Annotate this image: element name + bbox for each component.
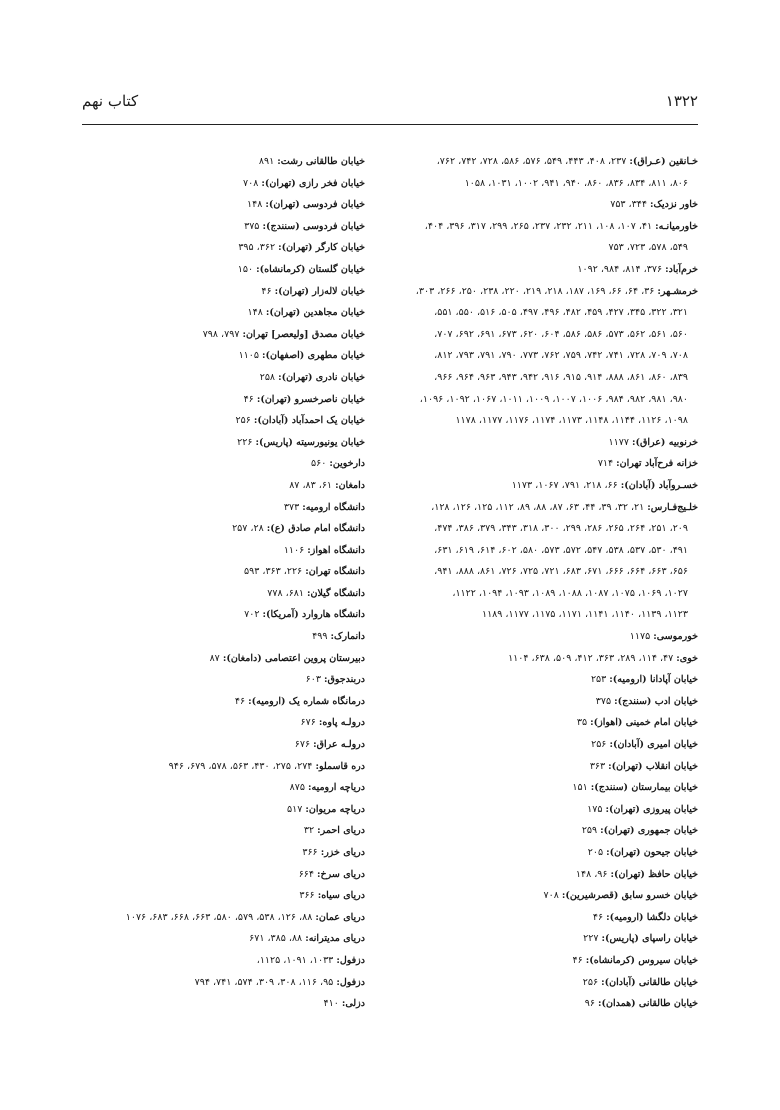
- index-entry: [398, 281, 698, 303]
- index-term: خیابان راسپای (پاریس):: [601, 933, 698, 945]
- index-pages: ۳۷۵: [244, 220, 263, 232]
- index-entry: [80, 518, 365, 540]
- index-pages: ۲۱، ۳۲، ۳۹، ۴۴، ۶۳، ۸۷، ۸۸، ۸۹، ۱۱۲، ۱۲۵، ۱۲۶، ۱۲۸،: [431, 501, 648, 513]
- index-entry: [80, 497, 365, 519]
- index-entry: [80, 281, 365, 303]
- index-term: خیابان لاله‌زار (تهران):: [274, 285, 365, 297]
- index-term: دریای خزر:: [320, 847, 365, 858]
- index-term: خیابان مصدق [ولیعصر] تهران:: [242, 328, 365, 340]
- index-column-right: [398, 151, 698, 1015]
- index-pages: ۲۲۶: [237, 436, 256, 448]
- index-entry: [80, 345, 365, 367]
- index-entry: [80, 691, 365, 713]
- index-entry: [80, 475, 365, 497]
- index-term: دانشگاه گیلان:: [307, 587, 365, 599]
- index-pages: ۴۹۱، ۵۳۰، ۵۳۷، ۵۳۸، ۵۴۷، ۵۷۲، ۵۷۳، ۵۸۰، ۶۰۲، ۶۱۴، ۶۱۹، ۶۳۱،: [434, 544, 688, 556]
- index-pages: ۲۵۸: [259, 371, 279, 383]
- index-term: دریاچه ارومیه:: [308, 782, 365, 794]
- index-entry: [80, 151, 365, 173]
- index-pages: ۲۵۶: [235, 415, 254, 427]
- index-term: دریای مدیترانه:: [305, 933, 365, 945]
- index-entry: [398, 151, 698, 173]
- index-pages: ۸۸، ۱۲۶، ۵۳۸، ۵۷۹، ۵۸۰، ۶۶۳، ۶۶۸، ۶۸۳، ۱۰۷۶: [125, 911, 316, 923]
- index-entry: [80, 583, 365, 605]
- index-term: دانشگاه تهران:: [305, 566, 365, 578]
- index-entry-continuation: [398, 604, 698, 626]
- index-entry: [80, 561, 365, 583]
- index-pages: ۴۶: [592, 911, 607, 923]
- index-pages: ۱۱۷۷: [608, 436, 632, 448]
- index-term: خورموسی:: [653, 631, 698, 643]
- index-entry: [80, 669, 365, 691]
- index-pages: ۴۷، ۱۱۴، ۲۸۹، ۳۶۳، ۴۱۲، ۵۰۹، ۶۳۸، ۱۱۰۴: [508, 652, 677, 664]
- index-term: دانشگاه هاروارد (آمریکا):: [262, 609, 365, 621]
- index-term: خیابان ناصرخسرو (تهران):: [256, 393, 365, 405]
- index-term: خیابان سیروس (کرمانشاه):: [585, 954, 698, 966]
- index-entry: [398, 216, 698, 238]
- index-entry: [80, 907, 365, 929]
- index-entry: [398, 820, 698, 842]
- index-pages: ۸۸، ۳۸۵، ۶۷۱: [249, 933, 306, 945]
- index-pages: ۷۰۸، ۷۰۹، ۷۲۸، ۷۴۱، ۷۴۲، ۷۵۹، ۷۶۲، ۷۷۳، ۷۹۰، ۷۹۱، ۷۹۳، ۸۱۲،: [434, 350, 688, 362]
- page-header: [82, 92, 698, 116]
- index-entry-continuation: [398, 561, 698, 583]
- index-entry: [80, 972, 365, 994]
- index-term: خلـیج‌فـارس:: [647, 501, 698, 513]
- index-entry: [80, 367, 365, 389]
- index-term: خرنوبیه (عراق):: [632, 436, 698, 448]
- index-pages: ۷۹۷، ۷۹۸: [202, 328, 243, 340]
- index-pages: ۱۰۹۸، ۱۱۲۶، ۱۱۴۴، ۱۱۴۸، ۱۱۷۳، ۱۱۷۴، ۱۱۷۶، ۱۱۷۷، ۱۱۷۸: [455, 415, 688, 427]
- index-term: خیابان مجاهدین (تهران):: [265, 307, 365, 319]
- index-pages: ۱۰۲۷، ۱۰۶۹، ۱۰۷۵، ۱۰۸۷، ۱۰۸۸، ۱۰۸۹، ۱۰۹۳، ۱۰۹۴، ۱۱۲۲،: [452, 587, 688, 599]
- index-pages: ۳۷۳: [283, 501, 303, 513]
- index-term: خسـروآباد (آبادان):: [620, 479, 698, 491]
- index-term: خیابان جیحون (تهران):: [606, 847, 698, 858]
- index-entry: [398, 972, 698, 994]
- index-term: دزفول:: [336, 954, 365, 966]
- index-pages: ۲۳۷، ۴۰۸، ۴۴۳، ۵۴۹، ۵۷۶، ۵۸۶، ۷۲۸، ۷۴۲، ۷۶۲،: [436, 156, 630, 167]
- index-entry: [398, 648, 698, 670]
- index-pages: ۸۹۱: [258, 156, 278, 167]
- index-pages: ۱۵۰: [237, 263, 257, 275]
- index-pages: ۱۱۷۵: [629, 631, 654, 643]
- index-entry: [80, 799, 365, 821]
- index-pages: ۱۴۸: [247, 199, 266, 211]
- index-entry: [398, 907, 698, 929]
- index-term: خزانه فرح‌آباد تهران:: [616, 458, 698, 470]
- index-entry-continuation: [398, 410, 698, 432]
- index-pages: ۳۶۲، ۳۹۵: [238, 242, 279, 254]
- index-entry: [398, 864, 698, 886]
- index-term: درولـه عراق:: [313, 739, 365, 751]
- index-pages: ۲۵۳: [590, 674, 610, 686]
- index-entry: [80, 885, 365, 907]
- index-pages: ۵۴۹، ۵۷۸، ۷۲۳، ۷۵۳: [608, 242, 688, 254]
- index-pages: ۶۰۳: [305, 674, 325, 686]
- index-term: خیابان آپادانا (ارومیه):: [609, 674, 698, 686]
- index-entry: [80, 389, 365, 411]
- index-entry: [80, 259, 365, 281]
- index-pages: ۴۶: [243, 393, 257, 405]
- index-term: دریای سیاه:: [317, 890, 365, 902]
- index-term: خیابان ادب (سنندج):: [614, 695, 698, 707]
- index-entry-continuation: [398, 345, 698, 367]
- index-pages: ۱۱۰۶: [283, 544, 308, 556]
- index-term: خـانقین (عـراق):: [629, 156, 698, 167]
- index-pages: ۹۶، ۱۴۸: [575, 868, 611, 880]
- index-term: خاورمیانـه:: [655, 220, 698, 232]
- index-pages: ۳۲: [303, 825, 318, 837]
- index-term: خیابان گلستان (کرمانشاه):: [256, 263, 365, 275]
- index-entry: [398, 432, 698, 454]
- index-pages: ۶۶، ۲۱۸، ۷۹۱، ۱۰۶۷، ۱۱۷۳: [511, 479, 621, 491]
- index-entry: [398, 626, 698, 648]
- index-term: خیابان فردوسی (تهران):: [265, 199, 365, 211]
- index-pages: ۸۷: [209, 652, 223, 664]
- index-pages: ۱۱۲۳، ۱۱۳۹، ۱۱۴۰، ۱۱۴۱، ۱۱۷۱، ۱۱۷۵، ۱۱۷۷، ۱۱۸۹: [481, 609, 688, 621]
- index-entry: [398, 194, 698, 216]
- index-pages: ۲۲۶، ۳۶۳، ۵۹۳: [244, 566, 306, 578]
- index-pages: ۵۶۰، ۵۶۱، ۵۶۲، ۵۷۳، ۵۸۶، ۵۸۶، ۶۰۴، ۶۲۰، ۶۷۳، ۶۹۱، ۶۹۲، ۷۰۷،: [434, 328, 688, 340]
- index-pages: ۲۷۴، ۲۷۵، ۴۳۰، ۵۶۳، ۵۷۸، ۶۷۹، ۹۴۶: [168, 760, 316, 772]
- index-term: دریای احمر:: [317, 825, 365, 837]
- index-pages: ۲۰۵: [587, 847, 607, 858]
- index-term: درمانگاه شماره یک (ارومیه):: [248, 695, 365, 707]
- index-entry: [80, 928, 365, 950]
- index-pages: ۹۸۰، ۹۸۱، ۹۸۲، ۹۸۴، ۱۰۰۶، ۱۰۰۷، ۱۰۰۹، ۱۰۱۱، ۱۰۶۷، ۱۰۹۲، ۱۰۹۶،: [419, 393, 688, 405]
- index-entry: [398, 497, 698, 519]
- index-term: خیابان نادری (تهران):: [278, 371, 365, 383]
- index-entry: [80, 324, 365, 346]
- index-term: خیابان پیروزی (تهران):: [605, 803, 698, 815]
- index-pages: ۶۵۶، ۶۶۳، ۶۶۴، ۶۶۶، ۶۷۱، ۶۸۳، ۷۲۱، ۷۲۵، ۷۲۶، ۸۶۱، ۸۸۸، ۹۴۱،: [434, 566, 688, 578]
- index-pages: ۳۵: [576, 717, 591, 729]
- index-pages: ۶۶۴: [298, 868, 318, 880]
- index-entry: [398, 453, 698, 475]
- index-pages: ۱۴۸: [247, 307, 266, 319]
- index-entry: [80, 173, 365, 195]
- index-pages: ۸۷۵: [289, 782, 308, 794]
- index-term: دریای عمان:: [315, 911, 365, 923]
- index-term: خیابان حافظ (تهران):: [610, 868, 698, 880]
- index-term: خیابان مطهری (اصفهان):: [262, 350, 365, 362]
- index-entry: [398, 885, 698, 907]
- index-term: خوی:: [676, 652, 698, 664]
- index-entry: [80, 626, 365, 648]
- index-entry: [80, 842, 365, 864]
- index-entry-continuation: [398, 302, 698, 324]
- index-term: دزلی:: [341, 998, 365, 1010]
- index-entry: [80, 453, 365, 475]
- index-pages: ۷۱۴: [597, 458, 617, 470]
- index-pages: ۷۰۸: [243, 177, 262, 189]
- index-pages: ۲۵۶: [591, 739, 610, 751]
- index-pages: ۳۷۶، ۸۱۴، ۹۸۴، ۱۰۹۲: [577, 263, 666, 275]
- index-term: خیابان دلگشا (ارومیه):: [606, 911, 698, 923]
- index-term: دزفول:: [336, 976, 365, 988]
- index-entry: [80, 216, 365, 238]
- index-term: خیابان امام خمینی (اهواز):: [590, 717, 698, 729]
- index-entry-continuation: [398, 389, 698, 411]
- book-title: کتاب نهم: [82, 92, 139, 110]
- index-entry: [80, 194, 365, 216]
- index-term: خیابان فردوسی (سنندج):: [262, 220, 365, 232]
- index-entry: [80, 410, 365, 432]
- index-term: دانشگاه امام صادق (ع):: [266, 523, 365, 535]
- index-entry: [80, 302, 365, 324]
- index-entry: [80, 756, 365, 778]
- index-entry: [80, 864, 365, 886]
- index-entry: [80, 734, 365, 756]
- index-term: خیابان طالقانی (آبادان):: [601, 976, 698, 988]
- index-term: خیابان خسرو سابق (قصرشیرین):: [561, 890, 698, 902]
- index-term: دارخوین:: [329, 458, 365, 470]
- index-term: دریاچه مریوان:: [305, 803, 365, 815]
- index-pages: ۶۸۱، ۷۷۸: [267, 587, 308, 599]
- index-pages: ۸۰۶، ۸۱۱، ۸۳۴، ۸۳۶، ۸۶۰، ۹۴۰، ۹۴۱، ۱۰۰۲، ۱۰۳۱، ۱۰۵۸: [464, 177, 688, 189]
- index-term: خیابان بیمارستان (سنندج):: [590, 782, 698, 794]
- index-pages: ۳۶۳: [589, 760, 609, 772]
- index-pages: ۹۵، ۱۱۶، ۳۰۸، ۳۰۹، ۵۷۴، ۷۴۱، ۷۹۴: [194, 976, 337, 988]
- index-pages: ۲۰۹، ۲۵۱، ۲۶۴، ۲۶۵، ۲۸۶، ۲۹۹، ۳۰۰، ۳۱۸، ۳۴۳، ۳۷۹، ۳۸۶، ۴۷۴،: [434, 523, 688, 535]
- index-entry-continuation: [398, 237, 698, 259]
- index-entry: [398, 777, 698, 799]
- index-entry: [80, 432, 365, 454]
- index-pages: ۱۵۱: [572, 782, 591, 794]
- index-term: دانشگاه اهواز:: [307, 544, 365, 556]
- index-term: خرم‌آباد:: [665, 263, 698, 275]
- index-term: خاور نزدیک:: [649, 199, 698, 211]
- index-pages: ۴۱، ۱۰۷، ۱۰۸، ۲۱۱، ۲۳۲، ۲۳۷، ۲۶۵، ۲۹۹، ۳۱۷، ۳۹۶، ۴۰۴،: [424, 220, 656, 232]
- index-entry: [398, 950, 698, 972]
- index-entry: [80, 540, 365, 562]
- index-term: خیابان امیری (آبادان):: [609, 739, 698, 751]
- index-pages: ۵۶۰: [311, 458, 330, 470]
- index-pages: ۳۶۶: [302, 847, 321, 858]
- index-term: دانمارک:: [330, 631, 365, 643]
- index-entry: [398, 842, 698, 864]
- index-pages: ۳۶۶: [299, 890, 318, 902]
- index-pages: ۴۹۹: [312, 631, 331, 643]
- index-pages: ۲۸، ۲۵۷: [232, 523, 267, 535]
- index-entry-continuation: [398, 518, 698, 540]
- index-term: خیابان طالقانی رشت:: [277, 156, 365, 167]
- index-entry: [398, 734, 698, 756]
- index-entry-continuation: [398, 367, 698, 389]
- index-term: دریای سرخ:: [317, 868, 365, 880]
- index-entry: [80, 820, 365, 842]
- index-entry: [398, 259, 698, 281]
- index-term: دربندجوق:: [324, 674, 365, 686]
- index-entry: [80, 950, 365, 972]
- index-pages: ۹۶: [584, 998, 599, 1010]
- index-entry: [398, 475, 698, 497]
- index-entry-continuation: [398, 324, 698, 346]
- index-pages: ۶۷۶: [300, 717, 319, 729]
- index-entry: [80, 993, 365, 1015]
- index-pages: ۳۷۵: [595, 695, 615, 707]
- index-entry: [80, 648, 365, 670]
- index-term: دامغان:: [335, 479, 365, 491]
- index-term: خیابان یونیورسیته (پاریس):: [255, 436, 365, 448]
- index-pages: ۲۵۹: [581, 825, 601, 837]
- index-term: درولـه پاوه:: [318, 717, 365, 729]
- index-pages: ۲۲۷: [583, 933, 602, 945]
- header-divider: [82, 124, 698, 125]
- index-pages: ۵۱۷: [287, 803, 306, 815]
- index-term: دره قاسملو:: [315, 760, 365, 772]
- index-pages: ۶۷۶: [294, 739, 314, 751]
- index-pages: ۴۶: [234, 695, 249, 707]
- index-entry: [80, 237, 365, 259]
- index-pages: ۲۵۶: [582, 976, 602, 988]
- index-entry: [398, 993, 698, 1015]
- index-entry: [80, 712, 365, 734]
- index-entry: [80, 777, 365, 799]
- index-entry: [398, 799, 698, 821]
- index-pages: ۳۲۱، ۳۲۲، ۳۴۵، ۴۲۷، ۴۵۹، ۴۸۲، ۴۹۶، ۴۹۷، ۵۰۵، ۵۱۶، ۵۵۰، ۵۵۱،: [434, 307, 688, 319]
- index-pages: ۱۰۳۳، ۱۰۹۱، ۱۱۲۵،: [256, 954, 337, 966]
- index-term: دبیرستان پروین اعتصامی (دامغان):: [222, 652, 365, 664]
- index-pages: ۱۱۰۵: [238, 350, 263, 362]
- page-number: ۱۳۲۲: [665, 92, 698, 110]
- index-entry: [398, 712, 698, 734]
- index-term: خیابان انقلاب (تهران):: [608, 760, 698, 772]
- index-entry-continuation: [398, 173, 698, 195]
- index-pages: ۴۱۰: [323, 998, 342, 1010]
- index-pages: ۳۶، ۶۴، ۶۶، ۱۶۹، ۱۸۷، ۲۱۸، ۲۱۹، ۲۲۰، ۲۳۸، ۲۵۰، ۲۶۶، ۳۰۳،: [415, 285, 658, 297]
- index-pages: ۷۰۲: [244, 609, 263, 621]
- index-term: خیابان جمهوری (تهران):: [600, 825, 698, 837]
- index-term: خیابان یک احمدآباد (آبادان):: [253, 415, 365, 427]
- index-entry-continuation: [398, 540, 698, 562]
- index-pages: ۱۷۵: [587, 803, 606, 815]
- index-pages: ۳۴۴، ۷۵۳: [610, 199, 650, 211]
- index-entry: [80, 604, 365, 626]
- index-term: خرمشـهر:: [657, 285, 698, 297]
- index-entry: [398, 928, 698, 950]
- index-term: خیابان فخر رازی (تهران):: [261, 177, 365, 189]
- index-pages: ۶۱، ۸۳، ۸۷: [289, 479, 336, 491]
- index-entry-continuation: [398, 583, 698, 605]
- index-pages: ۴۶: [261, 285, 275, 297]
- index-term: دانشگاه ارومیه:: [302, 501, 365, 513]
- index-term: خیابان طالقانی (همدان):: [598, 998, 698, 1010]
- index-pages: ۸۳۹، ۸۶۰، ۸۶۱، ۸۸۸، ۹۱۴، ۹۱۵، ۹۱۶، ۹۴۲، ۹۴۳، ۹۶۳، ۹۶۴، ۹۶۶،: [434, 371, 688, 383]
- index-pages: ۴۶: [572, 954, 586, 966]
- index-entry: [398, 691, 698, 713]
- index-entry: [398, 756, 698, 778]
- index-column-left: [80, 151, 365, 1015]
- index-entry: [398, 669, 698, 691]
- index-term: خیابان کارگر (تهران):: [278, 242, 365, 254]
- index-pages: ۷۰۸: [543, 890, 562, 902]
